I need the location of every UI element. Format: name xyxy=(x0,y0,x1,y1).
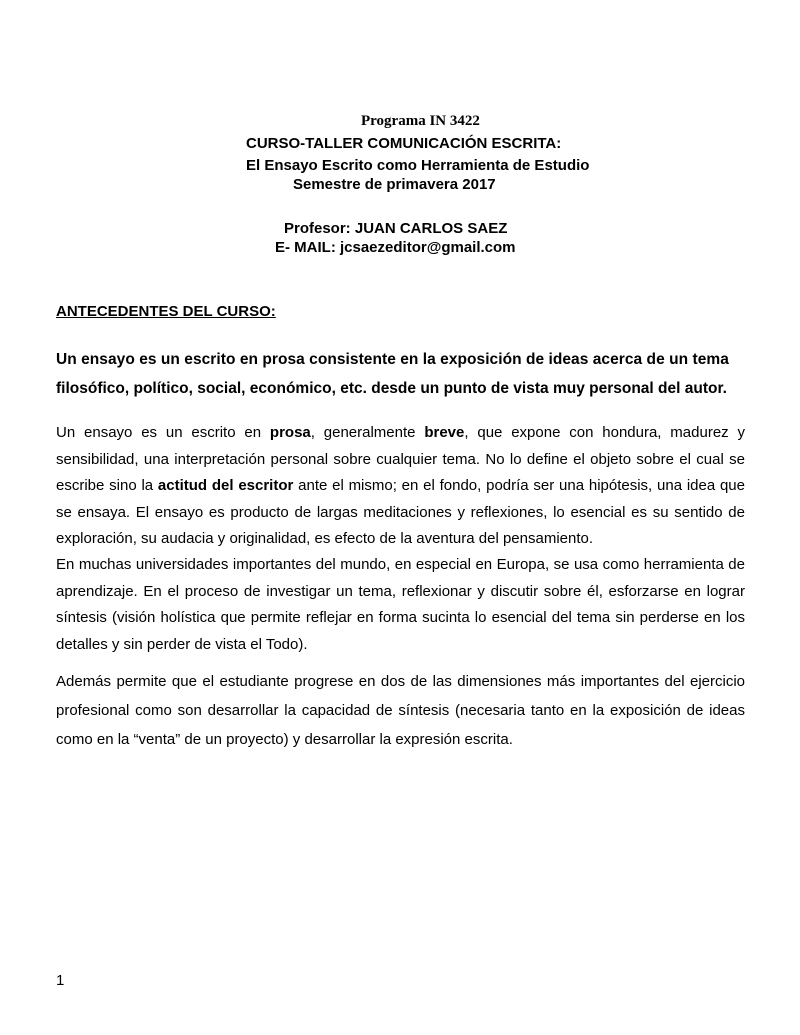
intro-line-1: Un ensayo es un escrito en prosa consistente en la exposición de ideas acerca de un tema xyxy=(56,351,729,368)
course-subtitle: El Ensayo Escrito como Herramienta de Estudio xyxy=(246,157,590,174)
paragraph-3: Además permite que el estudiante progrese en dos de las dimensiones más importantes del ejercicio profesional como son desarrollar la capacidad de síntesis (necesaria tanto en la exposición de ideas como en la “venta” de un proyecto) y desarrollar la expresión escrita. xyxy=(56,673,745,748)
paragraph-1-text-c: , que expone con hondura, madurez y sensibilidad, una interpretación personal sobre cualquier tema. No lo define el objeto sobre el cual se escribe sino la xyxy=(56,424,745,494)
paragraph-1-bold-breve: breve xyxy=(424,424,465,441)
section-heading: ANTECEDENTES DEL CURSO: xyxy=(56,303,276,320)
paragraph-1-text-b: , generalmente xyxy=(310,424,425,441)
paragraph-2: En muchas universidades importantes del mundo, en especial en Europa, se usa como herramienta de aprendizaje. En el proceso de investigar un tema, reflexionar y discutir sobre él, esforzarse en lograr síntesis (visión holística que permite reflejar en forma sucinta lo esencial del tema sin perderse en los detalles y sin perder de vista el Todo). xyxy=(56,556,745,653)
semester: Semestre de primavera 2017 xyxy=(293,176,496,193)
page-number: 1 xyxy=(56,972,65,989)
professor-email: E- MAIL: jcsaezeditor@gmail.com xyxy=(275,239,516,256)
paragraph-1-bold-prosa: prosa xyxy=(269,424,311,441)
paragraph-1-bold-actitud: actitud del escritor xyxy=(157,477,294,494)
course-title: CURSO-TALLER COMUNICACIÓN ESCRITA: xyxy=(246,135,562,152)
paragraph-1-text-a: Un ensayo es un escrito en xyxy=(56,424,270,441)
professor-name: Profesor: JUAN CARLOS SAEZ xyxy=(284,220,508,237)
intro-line-2: filosófico, político, social, económico, etc. desde un punto de vista muy personal del autor. xyxy=(56,380,727,397)
program-code: Programa IN 3422 xyxy=(361,113,480,129)
paragraph-1 xyxy=(56,420,745,553)
paragraph-1-text-d: ante el mismo; en el fondo, podría ser una hipótesis, una idea que se ensaya. El ensayo es producto de largas meditaciones y reflexiones, lo esencial es su sentido de exploración, su audacia y originalidad, es efecto de la aventura del pensamiento. xyxy=(56,477,745,547)
